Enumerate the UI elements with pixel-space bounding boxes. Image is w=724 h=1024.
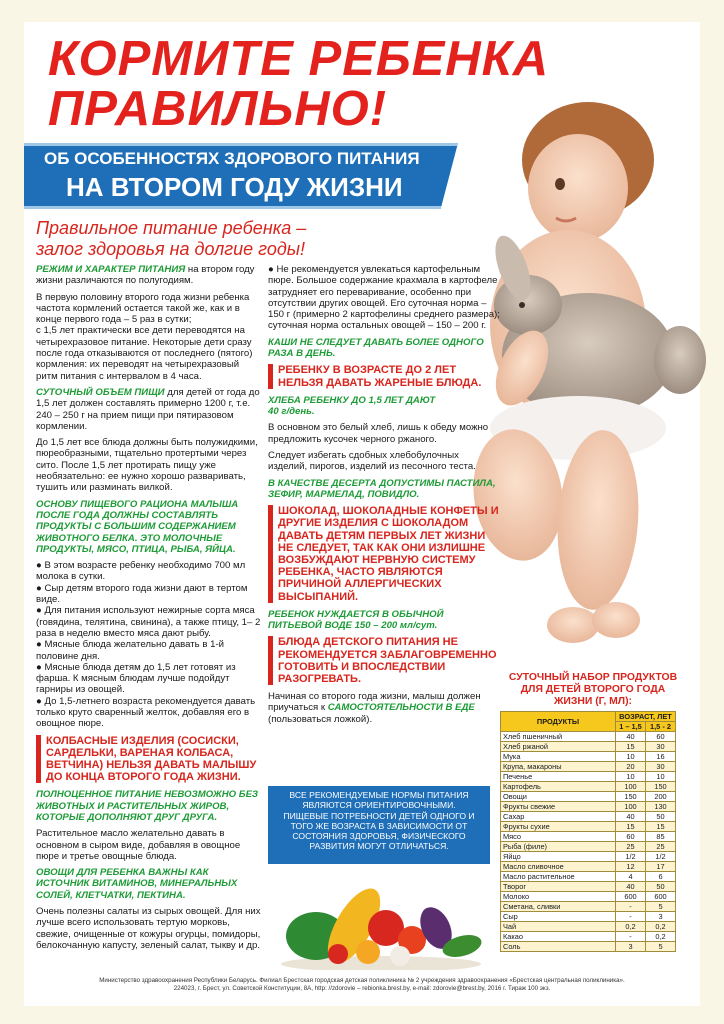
red-warning-block: ШОКОЛАД, ШОКОЛАДНЫЕ КОНФЕТЫ И ДРУГИЕ ИЗДЕЛИЯ С ШОКОЛАДОМ ДАВАТЬ ДЕТЯМ ПЕРВЫХ ЛЕТ ЖИЗНИ НЕ СЛЕДУЕТ, ТАК КАК ОНИ ИЗЛИШНЕ ВОЗБУЖДАЮТ НЕРВНУЮ СИСТЕМУ РЕБЕНКА, ЧАСТО ЯВЛЯЮТСЯ ПРИЧИНОЙ АЛЛЕРГИЧЕСКИХ ВЫСЫПАНИЙ. <box>268 505 500 603</box>
amount-cell: 150 <box>646 782 676 792</box>
product-name-cell: Молоко <box>501 892 616 902</box>
table-row <box>501 882 676 892</box>
product-name-cell: Картофель <box>501 782 616 792</box>
subtitle: Правильное питание ребенка – залог здоровья на долгие годы! <box>36 218 307 259</box>
table-row <box>501 782 676 792</box>
green-heading: ОСНОВУ ПИЩЕВОГО РАЦИОНА МАЛЫША ПОСЛЕ ГОДА ДОЛЖНЫ СОСТАВЛЯТЬ ПРОДУКТЫ С БОЛЬШИМ СОДЕРЖАНИЕМ ЖИВОТНОГО БЕЛКА. ЭТО МОЛОЧНЫЕ ПРОДУКТЫ, МЯСО, ПТИЦА, РЫБА, ЯЙЦА. <box>36 498 239 555</box>
amount-cell: 3 <box>616 942 646 952</box>
product-name-cell: Масло сливочное <box>501 862 616 872</box>
table-row <box>501 792 676 802</box>
amount-cell: 600 <box>646 892 676 902</box>
paragraph: Следует избегать сдобных хлебобулочных изделий, пирогов, изделий из песочного теста. <box>268 449 476 473</box>
amount-cell: 1/2 <box>646 852 676 862</box>
amount-cell: 130 <box>646 802 676 812</box>
product-name-cell: Масло растительное <box>501 872 616 882</box>
product-name-cell: Творог <box>501 882 616 892</box>
daily-food-table <box>500 711 676 952</box>
amount-cell: 5 <box>646 902 676 912</box>
green-heading: В КАЧЕСТВЕ ДЕСЕРТА ДОПУСТИМЫ ПАСТИЛА, ЗЕФИР, МАРМЕЛАД, ПОВИДЛО. <box>268 477 496 500</box>
amount-cell: 12 <box>616 862 646 872</box>
table-row <box>501 862 676 872</box>
amount-cell: 16 <box>646 752 676 762</box>
product-name-cell: Сыр <box>501 912 616 922</box>
table-header-products: ПРОДУКТЫ <box>501 712 616 732</box>
product-name-cell: Какао <box>501 932 616 942</box>
paragraph: ● Не рекомендуется увлекаться картофельным пюре. Большое содержание крахмала в картофеле затрудняет его переваривание, особенно при отсутствии других овощей. Его суточная норма – 150 г (примерно 2 картофелины среднего размера); суточная норма остальных овощей – 150 – 200 г. <box>268 264 500 332</box>
table-row <box>501 752 676 762</box>
left-column <box>36 264 262 956</box>
blue-note-box: ВСЕ РЕКОМЕНДУЕМЫЕ НОРМЫ ПИТАНИЯ ЯВЛЯЮТСЯ ОРИЕНТИРОВОЧНЫМИ. ПИЩЕВЫЕ ПОТРЕБНОСТИ ДЕТЕЙ ОДНОГО И ТОГО ЖЕ ВОЗРАСТА В ЗАВИСИМОСТИ ОТ СОСТОЯНИЯ ЗДОРОВЬЯ, ФИЗИЧЕСКОГО РАЗВИТИЯ МОГУТ ОТЛИЧАТЬСЯ. <box>268 786 490 864</box>
amount-cell: 15 <box>616 742 646 752</box>
amount-cell: 150 <box>616 792 646 802</box>
bullet-list: ● В этом возрасте ребенку необходимо 700 мл молока в сутки. ● Сыр детям второго года жизни дают в тертом виде. ● Для питания используют нежирные сорта мяса (говядина, телятина, свинина), а также птицу, 1– 2 раза в неделю вместо мяса дают рыбу. ● Мясные блюда желательно давать в 1-й половине дня. ● Мясные блюда детям до 1,5 лет готовят из фарша. К мясным блюдам лучше подойдут гарниры из овощей. ● До 1,5-летнего возраста рекомендуется давать только круто сваренный желток, добавляя его в овощное пюре. <box>36 560 261 730</box>
table-row <box>501 922 676 932</box>
amount-cell: 20 <box>616 762 646 772</box>
banner-line-1: ОБ ОСОБЕННОСТЯХ ЗДОРОВОГО ПИТАНИЯ <box>44 149 420 168</box>
amount-cell: 40 <box>616 812 646 822</box>
table-row <box>501 892 676 902</box>
green-heading: ХЛЕБА РЕБЕНКУ ДО 1,5 ЛЕТ ДАЮТ 40 г/день. <box>268 394 436 418</box>
amount-cell: 1/2 <box>616 852 646 862</box>
amount-cell: - <box>616 912 646 922</box>
amount-cell: 60 <box>616 832 646 842</box>
poster-title: КОРМИТЕ РЕБЕНКА ПРАВИЛЬНО! <box>48 32 550 136</box>
table-header-age: ВОЗРАСТ, ЛЕТ <box>616 712 676 722</box>
table-row <box>501 912 676 922</box>
vegetables-illustration <box>276 866 486 970</box>
green-heading: РЕБЕНОК НУЖДАЕТСЯ В ОБЫЧНОЙ ПИТЬЕВОЙ ВОДЕ 150 – 200 мл/сут. <box>268 608 444 632</box>
product-name-cell: Хлеб пшеничный <box>501 732 616 742</box>
product-name-cell: Овощи <box>501 792 616 802</box>
table-row <box>501 822 676 832</box>
amount-cell: 25 <box>616 842 646 852</box>
amount-cell: 600 <box>616 892 646 902</box>
paragraph: Растительное масло желательно давать в основном в сыром виде, добавляя в овощное пюре и третье овощные блюда. <box>36 828 241 862</box>
red-warning-block: РЕБЕНКУ В ВОЗРАСТЕ ДО 2 ЛЕТ НЕЛЬЗЯ ДАВАТЬ ЖАРЕНЫЕ БЛЮДА. <box>268 364 500 388</box>
amount-cell: 15 <box>646 822 676 832</box>
red-warning-block: БЛЮДА ДЕТСКОГО ПИТАНИЯ НЕ РЕКОМЕНДУЕТСЯ ЗАБЛАГОВРЕМЕННО ГОТОВИТЬ И ВПОСЛЕДСТВИИ РАЗОГРЕВАТЬ. <box>268 636 500 685</box>
product-name-cell: Мука <box>501 752 616 762</box>
amount-cell: 0,2 <box>616 922 646 932</box>
amount-cell: 0,2 <box>646 922 676 932</box>
paragraph: До 1,5 лет все блюда должны быть полужидкими, пюреобразными, тщательно протертыми через сито. После 1,5 лет протирать пищу уже необязательно: ее нужно хорошо разваривать, тушить или разминать вилкой. <box>36 437 258 494</box>
product-name-cell: Соль <box>501 942 616 952</box>
product-name-cell: Крупа, макароны <box>501 762 616 772</box>
table-row <box>501 872 676 882</box>
amount-cell: 10 <box>616 772 646 782</box>
product-name-cell: Мясо <box>501 832 616 842</box>
amount-cell: 30 <box>646 762 676 772</box>
product-name-cell: Яйцо <box>501 852 616 862</box>
amount-cell: 3 <box>646 912 676 922</box>
paragraph: Очень полезны салаты из сырых овощей. Для них лучше всего использовать тертую морковь, свежие, очищенные от кожуры огурцы, помидоры, белокочанную капусту, зеленый салат, тыкву и др. <box>36 906 261 951</box>
product-name-cell: Рыба (филе) <box>501 842 616 852</box>
product-name-cell: Хлеб ржаной <box>501 742 616 752</box>
middle-column <box>268 264 500 730</box>
amount-cell: 100 <box>616 782 646 792</box>
paragraph: В первую половину второго года жизни ребенка частота кормлений остается такой же, как и в конце первого года – 5 раз в сутки; с 1,5 лет практически все дети переводятся на четырехразовое питание. Некоторые дети сразу после года отказываются от последнего (пятого) кормления: их переводят на четырехразовый ритм питания с интервалом в 4 часа. <box>36 291 253 382</box>
amount-cell: 40 <box>616 732 646 742</box>
amount-cell: 10 <box>616 752 646 762</box>
product-name-cell: Сметана, сливки <box>501 902 616 912</box>
table-row <box>501 772 676 782</box>
amount-cell: 5 <box>646 942 676 952</box>
banner-line-2: НА ВТОРОМ ГОДУ ЖИЗНИ <box>66 172 403 202</box>
amount-cell: 85 <box>646 832 676 842</box>
paragraph: В основном это белый хлеб, лишь к обеду можно предложить кусочек черного ржаного. <box>268 422 489 445</box>
table-row <box>501 852 676 862</box>
amount-cell: 25 <box>646 842 676 852</box>
table-row <box>501 732 676 742</box>
amount-cell: 50 <box>646 812 676 822</box>
table-row <box>501 842 676 852</box>
amount-cell: 200 <box>646 792 676 802</box>
table-header-age-b: 1,5 - 2 <box>646 722 676 732</box>
amount-cell: 30 <box>646 742 676 752</box>
table-header-age-a: 1 – 1,5 <box>616 722 646 732</box>
amount-cell: 60 <box>646 732 676 742</box>
amount-cell: - <box>616 932 646 942</box>
amount-cell: 17 <box>646 862 676 872</box>
table-row <box>501 762 676 772</box>
table-title: СУТОЧНЫЙ НАБОР ПРОДУКТОВ ДЛЯ ДЕТЕЙ ВТОРОГО ГОДА ЖИЗНИ (Г, МЛ): <box>508 672 678 707</box>
amount-cell: 100 <box>616 802 646 812</box>
table-row <box>501 742 676 752</box>
amount-cell: 50 <box>646 882 676 892</box>
product-name-cell: Чай <box>501 922 616 932</box>
amount-cell: 15 <box>616 822 646 832</box>
table-row <box>501 932 676 942</box>
product-name-cell: Сахар <box>501 812 616 822</box>
paragraph: РЕЖИМ И ХАРАКТЕР ПИТАНИЯ на втором году жизни различаются по полугодиям. <box>36 264 255 287</box>
amount-cell: - <box>616 902 646 912</box>
amount-cell: 6 <box>646 872 676 882</box>
product-name-cell: Фрукты свежие <box>501 802 616 812</box>
paragraph: Начиная со второго года жизни, малыш должен приучаться к САМОСТОЯТЕЛЬНОСТИ В ЕДЕ (пользоваться ложкой). <box>268 691 481 725</box>
paragraph: СУТОЧНЫЙ ОБЪЕМ ПИЩИ для детей от года до 1,5 лет должен составлять примерно 1200 г, т.е. 240 – 250 г на прием пищи при пятиразовом кормлении. <box>36 386 260 432</box>
product-name-cell: Печенье <box>501 772 616 782</box>
amount-cell: 40 <box>616 882 646 892</box>
green-heading: ОВОЩИ ДЛЯ РЕБЕНКА ВАЖНЫ КАК ИСТОЧНИК ВИТАМИНОВ, МИНЕРАЛЬНЫХ СОЛЕЙ, КЛЕТЧАТКИ, ПЕКТИНА. <box>36 867 238 901</box>
table-row <box>501 942 676 952</box>
table-row <box>501 812 676 822</box>
green-heading: КАШИ НЕ СЛЕДУЕТ ДАВАТЬ БОЛЕЕ ОДНОГО РАЗА В ДЕНЬ. <box>268 336 484 360</box>
red-warning-block: КОЛБАСНЫЕ ИЗДЕЛИЯ (СОСИСКИ, САРДЕЛЬКИ, ВАРЕНАЯ КОЛБАСА, ВЕТЧИНА) НЕЛЬЗЯ ДАВАТЬ МАЛЫШУ ДО КОНЦА ВТОРОГО ГОДА ЖИЗНИ. <box>36 735 262 784</box>
amount-cell: 0,2 <box>646 932 676 942</box>
table-row <box>501 832 676 842</box>
table-row <box>501 802 676 812</box>
product-name-cell: Фрукты сухие <box>501 822 616 832</box>
table-row <box>501 902 676 912</box>
amount-cell: 4 <box>616 872 646 882</box>
green-heading: ПОЛНОЦЕННОЕ ПИТАНИЕ НЕВОЗМОЖНО БЕЗ ЖИВОТНЫХ И РАСТИТЕЛЬНЫХ ЖИРОВ, КОТОРЫЕ ДОПОЛНЯЮТ ДРУГ ДРУГА. <box>36 789 259 823</box>
footer: Министерство здравоохранения Республики Беларусь. Филиал Брестская городская детская поликлиника № 2 учреждения здравоохранения «Брестская центральная поликлиника». 224023, г. Брест, ул. Советской Конституции, 8А, http: //zdorovie – rebionka.brest.by, e-mail: zdorovie@brest.by, 2016 г. Тираж 100 экз. <box>99 977 625 992</box>
amount-cell: 10 <box>646 772 676 782</box>
